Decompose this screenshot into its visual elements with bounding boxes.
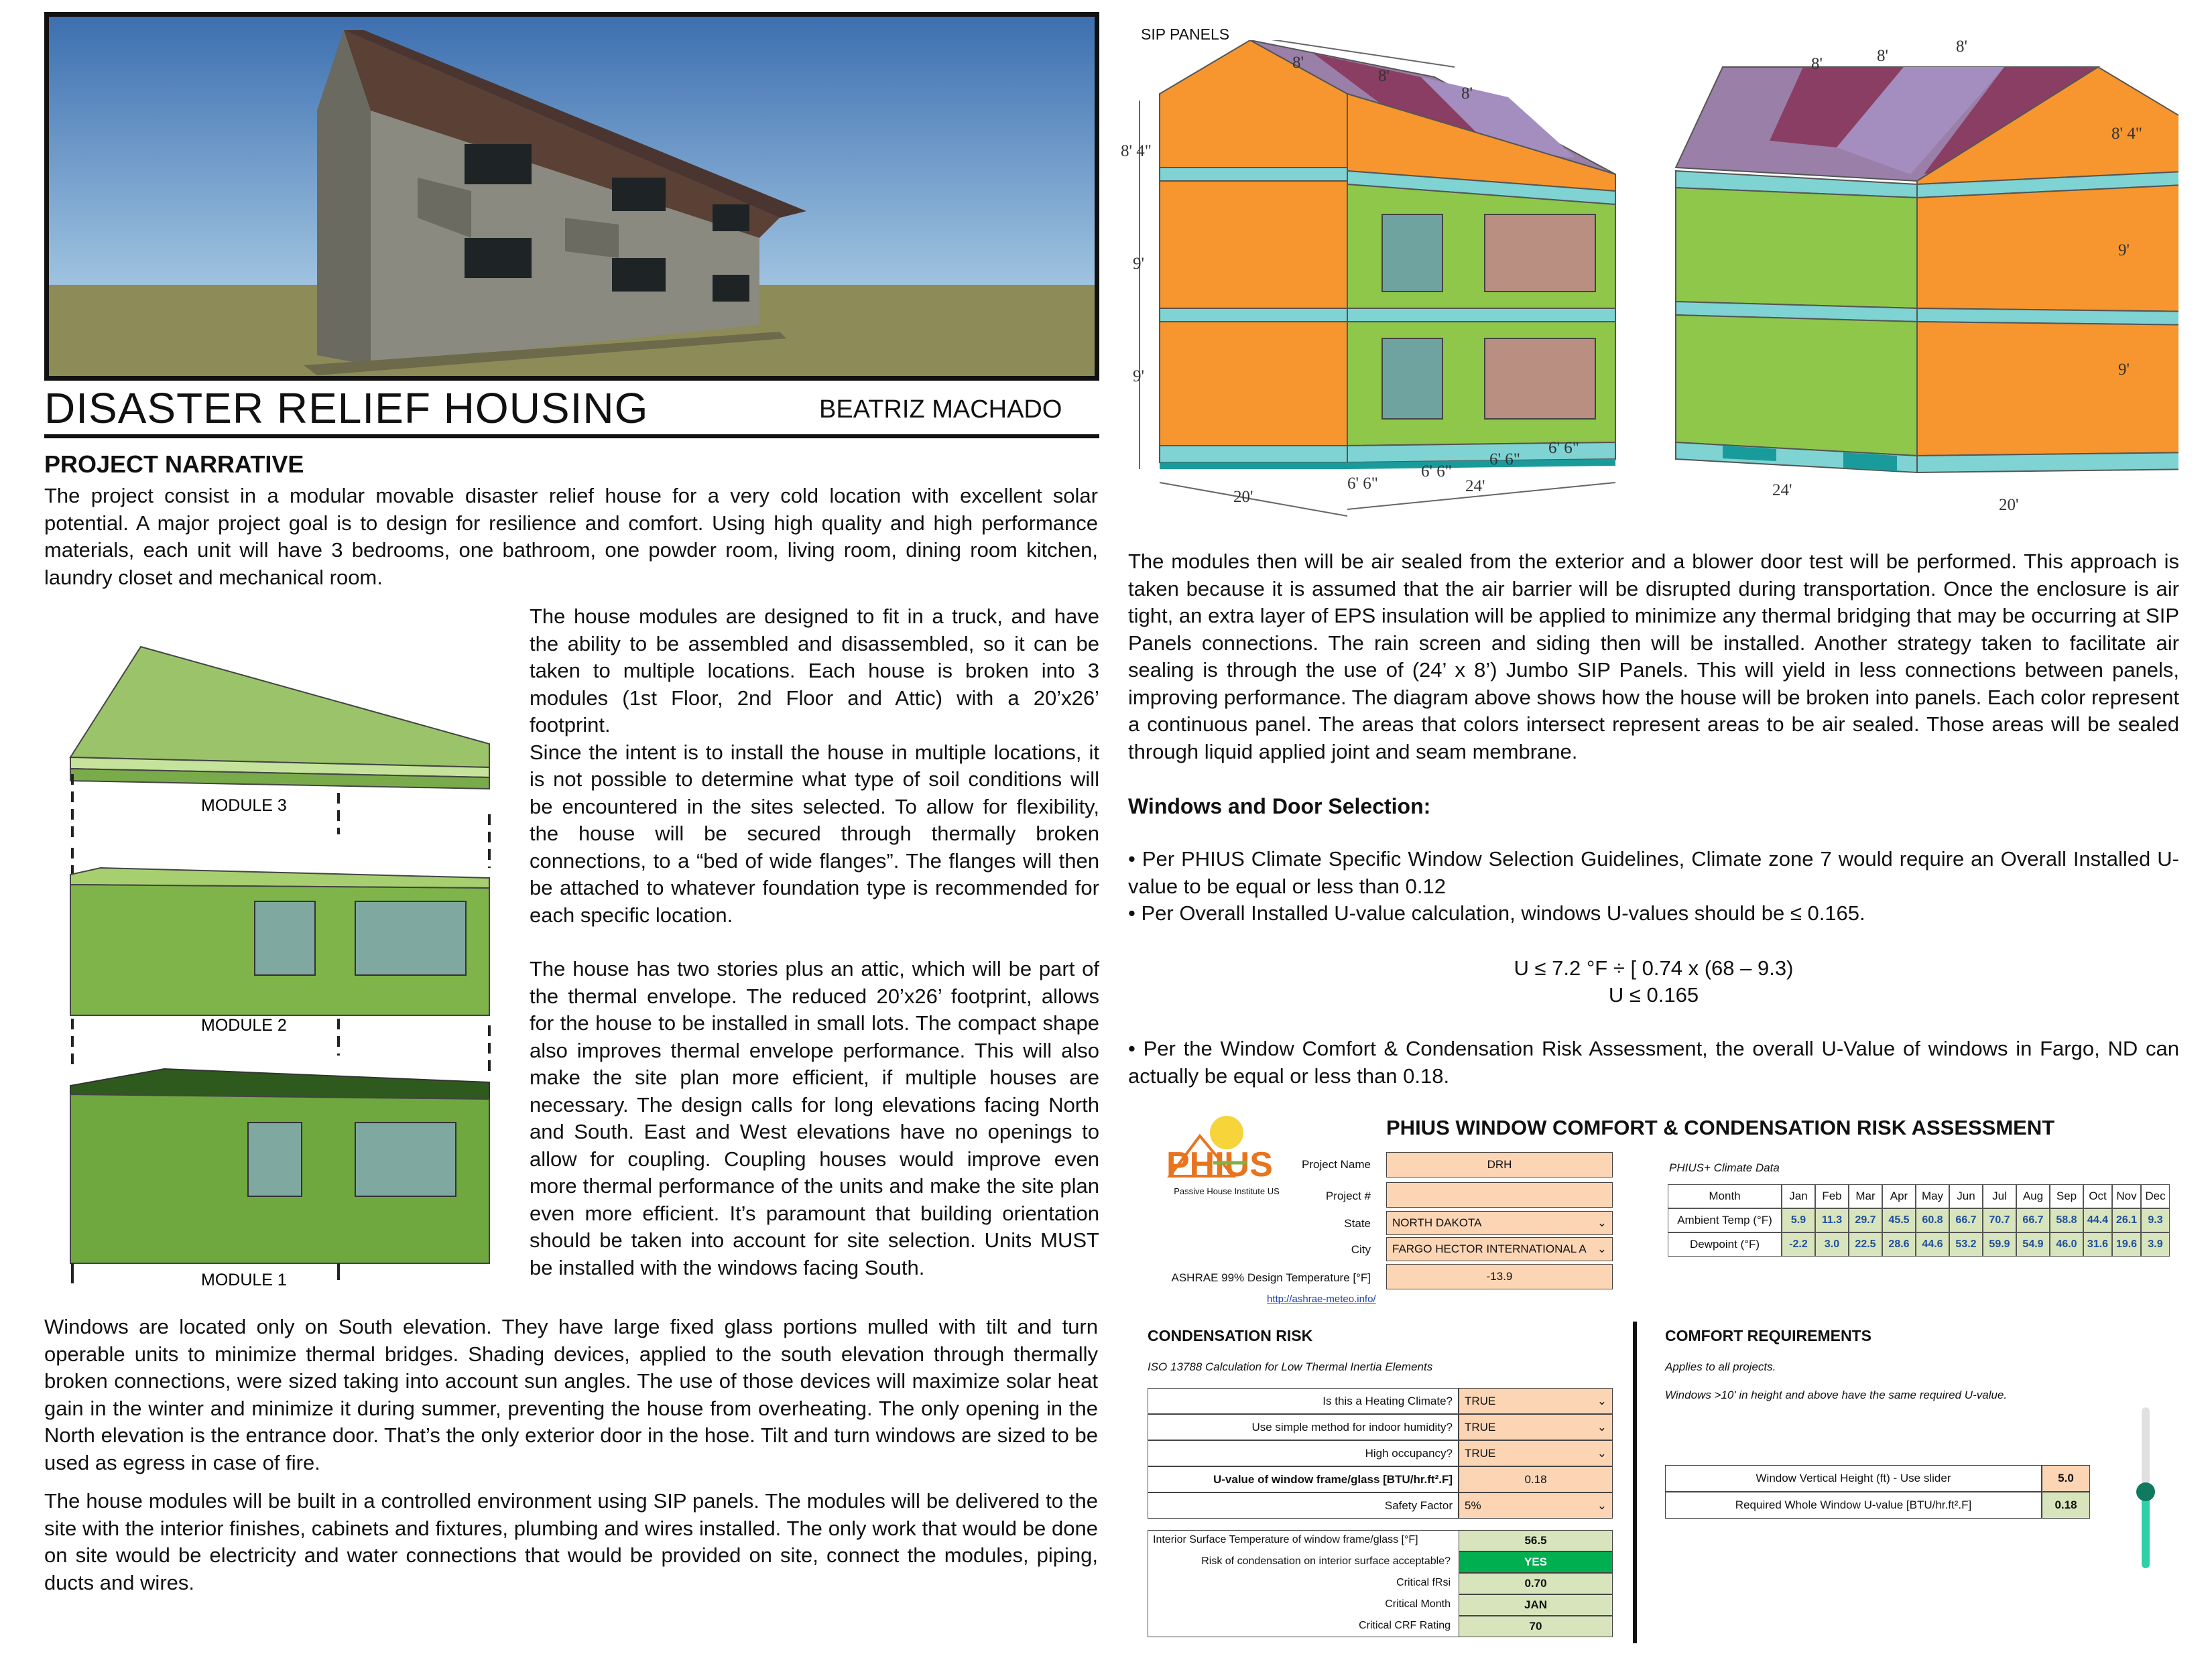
state-value: NORTH DAKOTA — [1392, 1216, 1482, 1229]
ambient-cell: 9.3 — [2141, 1208, 2170, 1232]
slider-fill — [2142, 1491, 2150, 1568]
comfort-heading: COMFORT REQUIREMENTS — [1665, 1327, 1871, 1344]
chevron-down-icon: ⌄ — [1597, 1446, 1607, 1460]
modules-diagram — [60, 640, 503, 1290]
modules-text — [530, 603, 1099, 1281]
ambient-cell: 70.7 — [1983, 1208, 2016, 1232]
city-label: City — [1351, 1243, 1371, 1256]
month-cell: Nov — [2112, 1184, 2141, 1208]
month-cell: Dec — [2141, 1184, 2170, 1208]
ambient-cell: 44.4 — [2083, 1208, 2112, 1232]
month-cell: Mar — [1849, 1184, 1882, 1208]
dim-right-length: 24' — [1772, 481, 1792, 499]
dewpoint-cell: 54.9 — [2016, 1232, 2050, 1257]
condensation-row-select[interactable] — [1459, 1388, 1613, 1414]
condensation-row-label: Is this a Heating Climate? — [1148, 1388, 1459, 1414]
ambient-cell: 29.7 — [1849, 1208, 1882, 1232]
condensation-result-value: 70 — [1459, 1616, 1613, 1637]
month-cell: Jun — [1949, 1184, 1983, 1208]
ambient-cell: 5.9 — [1782, 1208, 1815, 1232]
dewpoint-cell: 53.2 — [1949, 1232, 1983, 1257]
city-value: FARGO HECTOR INTERNATIONAL A — [1392, 1243, 1587, 1255]
phius-title: PHIUS WINDOW COMFORT & CONDENSATION RISK ASSESSMENT — [1386, 1116, 2055, 1139]
condensation-row-label: U-value of window frame/glass [BTU/hr.ft².F] — [1148, 1466, 1459, 1492]
state-select[interactable] — [1386, 1211, 1613, 1235]
building-render-image — [49, 17, 1095, 376]
chevron-down-icon: ⌄ — [1597, 1243, 1607, 1255]
narrative-intro: The project consist in a modular movable disaster relief house for a very cold location with excellent solar potential. A major project goal is to design for resilience and comfort. Using high quality and high performance materials, each unit will have 3 bedrooms, one bathroom, one powder room, living room, dining room kitchen, laundry closet and mechanical room. — [44, 484, 1098, 589]
phius-logo-text: PHIUS — [1166, 1145, 1273, 1184]
month-cell: May — [1916, 1184, 1949, 1208]
ambient-cell: 45.5 — [1882, 1208, 1916, 1232]
u-formula-2: U ≤ 0.165 — [1608, 983, 1699, 1007]
dim-left-b-1: 6' 6" — [1347, 474, 1378, 493]
dim-left-top-1: 8' — [1292, 54, 1304, 72]
dewpoint-cell: 3.9 — [2141, 1232, 2170, 1257]
dim-right-h-1: 8' 4" — [2111, 125, 2142, 143]
required-u-value: 0.18 — [2042, 1492, 2090, 1519]
slider-thumb[interactable] — [2136, 1482, 2155, 1501]
dewpoint-header: Dewpoint (°F) — [1668, 1232, 1782, 1257]
window-bullet-3: • Per the Window Comfort & Condensation Risk Assessment, the overall U-Value of windows in Fargo, ND can actually be equal or less than 0.18. — [1128, 1037, 2179, 1088]
condensation-row-value: TRUE — [1465, 1446, 1496, 1460]
ambient-cell: 60.8 — [1916, 1208, 1949, 1232]
chevron-down-icon: ⌄ — [1597, 1216, 1607, 1229]
condensation-row-value: TRUE — [1465, 1420, 1496, 1434]
u-formula-1: U ≤ 7.2 °F ÷ [ 0.74 x (68 – 9.3) — [1514, 956, 1794, 980]
condensation-row-label: Safety Factor — [1148, 1492, 1459, 1519]
comfort-sub-2: Windows >10' in height and above have the same required U-value. — [1665, 1389, 2008, 1401]
dim-right-h-3: 9' — [2118, 361, 2130, 379]
chevron-down-icon: ⌄ — [1597, 1394, 1607, 1407]
windows-paragraph: Windows are located only on South elevation. They have large fixed glass portions mulled with tilt and turn operable units to minimize thermal bridges. Shading devices, applied to the south elevation through thermally broken connections, were sized taking into account sun angles. The use of those devices will maximize solar heat gain in the winter and minimize it during summer, preventing the house from overheating. The only opening in the North elevation is the entrance door. That’s the only exterior door in the hose. Tilt and turn windows are sized to be used as egress in case of fire. — [44, 1315, 1098, 1474]
sip-panels-diagram — [1133, 40, 2178, 523]
dewpoint-cell: 28.6 — [1882, 1232, 1916, 1257]
chevron-down-icon: ⌄ — [1597, 1499, 1607, 1512]
dim-left-length: 24' — [1465, 477, 1485, 495]
condensation-result-label: Critical CRF Rating — [1359, 1620, 1451, 1631]
condensation-row-label: Use simple method for indoor humidity? — [1148, 1414, 1459, 1440]
condensation-result-value: JAN — [1459, 1594, 1613, 1616]
sip-panels-label: SIP PANELS — [1141, 25, 1230, 43]
module-2-label: MODULE 2 — [201, 1016, 287, 1035]
ambient-header: Ambient Temp (°F) — [1668, 1208, 1782, 1232]
dewpoint-cell: 3.0 — [1815, 1232, 1849, 1257]
month-header: Month — [1668, 1184, 1782, 1208]
climate-data-title: PHIUS+ Climate Data — [1669, 1161, 1780, 1174]
condensation-result-value: 56.5 — [1459, 1530, 1613, 1551]
dim-right-top-2: 8' — [1877, 47, 1889, 65]
project-name-field[interactable]: DRH — [1386, 1152, 1613, 1177]
window-bullet-2: • Per Overall Installed U-value calculation, windows U-values should be ≤ 0.165. — [1128, 901, 1865, 925]
phius-logo-sub: Passive House Institute US — [1174, 1186, 1280, 1196]
required-u-label: Required Whole Window U-value [BTU/hr.ft².F] — [1665, 1492, 2042, 1519]
dim-left-b-2: 6' 6" — [1421, 462, 1452, 481]
condensation-row-select[interactable] — [1459, 1414, 1613, 1440]
module-1-floor — [70, 1069, 489, 1263]
dim-left-h-1: 8' 4" — [1121, 142, 1152, 160]
dim-right-depth: 20' — [1999, 496, 2019, 514]
dim-left-top-3: 8' — [1461, 84, 1473, 103]
comfort-sub-1: Applies to all projects. — [1665, 1360, 1776, 1373]
condensation-row-select[interactable] — [1459, 1466, 1613, 1492]
condensation-result-label: Risk of condensation on interior surface acceptable? — [1201, 1555, 1451, 1567]
condensation-row-select[interactable] — [1459, 1440, 1613, 1466]
dim-left-b-4: 6' 6" — [1548, 439, 1579, 457]
ashrae-value: -13.9 — [1386, 1264, 1613, 1289]
condensation-result-value: 0.70 — [1459, 1573, 1613, 1594]
condensation-result-value: YES — [1459, 1551, 1613, 1573]
modules-paragraph-3: The house has two stories plus an attic, which will be part of the thermal envelope. The reduced 20’x26’ footprint, allows for the house to be installed in small lots. The compact shape also improves thermal envelope performance. This will also make the site plan more efficient, if multiple houses are necessary. The design calls for long elevations facing North and South. East and West elevations have no openings to allow for coupling. Coupling houses would improve even more thermal performance of the units and make the site plan even more efficient. It’s paramount that building orientation should be taken into account for site selection. Units MUST be installed with the windows facing South. — [530, 957, 1099, 1279]
air-sealing-paragraph: The modules then will be air sealed from the exterior and a blower door test will be performed. This approach is taken because it is assumed that the air barrier will be disrupted during transportation. Once the enclosure is air tight, an extra layer of EPS insulation will be applied to minimize any thermal bridging that may be occurring at SIP Panels connections. The rain screen and siding then will be installed. Another strategy taken to facilitate air sealing is through the use of (24’ x 8’) Jumbo SIP Panels. This will yield in less connections between panels, improving performance. The diagram above shows how the house will be broken into panels. Each color represent a continuous panel. The areas that colors intersect represent areas to be air sealed. Those areas will be sealed through liquid applied joint and seam membrane. — [1128, 550, 2179, 763]
project-number-label: Project # — [1325, 1190, 1371, 1202]
condensation-row-value: TRUE — [1465, 1394, 1496, 1407]
ashrae-label: ASHRAE 99% Design Temperature [°F] — [1171, 1271, 1371, 1284]
state-label: State — [1344, 1217, 1371, 1230]
ambient-cell: 11.3 — [1815, 1208, 1849, 1232]
month-cell: Sep — [2050, 1184, 2083, 1208]
sip-paragraph: The house modules will be built in a controlled environment using SIP panels. The modules will be delivered to the site with the interior finishes, cabinets and fixtures, plumbing and wires installed. The only work that would be done on site would be electricity and water connections that would be provided on site, connect the modules, piping, ducts and wires. — [44, 1489, 1098, 1594]
month-cell: Feb — [1815, 1184, 1849, 1208]
author-name: BEATRIZ MACHADO — [819, 395, 1062, 424]
condensation-row-value: 0.18 — [1524, 1472, 1547, 1486]
ambient-cell: 26.1 — [2112, 1208, 2141, 1232]
month-cell: Apr — [1882, 1184, 1916, 1208]
condensation-row-value: 5% — [1465, 1499, 1481, 1512]
dim-left-b-3: 6' 6" — [1489, 450, 1520, 468]
dim-left-depth: 20' — [1233, 488, 1253, 506]
module-2-floor — [70, 868, 489, 1015]
condensation-heading: CONDENSATION RISK — [1148, 1327, 1313, 1344]
chevron-down-icon: ⌄ — [1597, 1420, 1607, 1434]
project-number-field[interactable] — [1386, 1182, 1613, 1208]
window-bullet-1: • Per PHIUS Climate Specific Window Selection Guidelines, Climate zone 7 would require an Overall Installed U-value to be equal or less than 0.12 — [1128, 847, 2179, 898]
city-select[interactable] — [1386, 1237, 1613, 1261]
dim-right-top-1: 8' — [1811, 55, 1823, 73]
dewpoint-cell: 31.6 — [2083, 1232, 2112, 1257]
dim-right-top-3: 8' — [1956, 38, 1968, 56]
dewpoint-cell: 59.9 — [1983, 1232, 2016, 1257]
dewpoint-cell: 22.5 — [1849, 1232, 1882, 1257]
condensation-row-select[interactable] — [1459, 1492, 1613, 1519]
dim-left-h-3: 9' — [1133, 367, 1145, 385]
module-1-label: MODULE 1 — [201, 1271, 287, 1289]
dewpoint-cell: -2.2 — [1782, 1232, 1815, 1257]
dim-right-h-2: 9' — [2118, 241, 2130, 259]
page-title: DISASTER RELIEF HOUSING — [44, 384, 649, 432]
module-3-label: MODULE 3 — [201, 796, 287, 815]
sip-left-elevation — [1140, 40, 1615, 516]
condensation-result-label: Critical Month — [1385, 1598, 1451, 1610]
dim-left-h-2: 9' — [1133, 255, 1145, 273]
window-height-label: Window Vertical Height (ft) - Use slider — [1665, 1465, 2042, 1492]
ambient-cell: 58.8 — [2050, 1208, 2083, 1232]
modules-paragraph-1: The house modules are designed to fit in a truck, and have the ability to be assembled and disassembled, so it can be taken to multiple locations. Each house is broken into 3 modules (1st Floor, 2nd Floor and Attic) with a 20’x26’ footprint. — [530, 604, 1099, 737]
window-height-slider[interactable] — [2142, 1407, 2150, 1568]
condensation-result-label: Interior Surface Temperature of window frame/glass [°F] — [1153, 1534, 1418, 1545]
ambient-cell: 66.7 — [2016, 1208, 2050, 1232]
ambient-cell: 66.7 — [1949, 1208, 1983, 1232]
condensation-row-label: High occupancy? — [1148, 1440, 1459, 1466]
month-cell: Aug — [2016, 1184, 2050, 1208]
windows-door-heading: Windows and Door Selection: — [1128, 794, 1431, 818]
dim-left-top-2: 8' — [1378, 67, 1390, 85]
month-cell: Oct — [2083, 1184, 2112, 1208]
title-rule — [44, 434, 1099, 438]
month-cell: Jan — [1782, 1184, 1815, 1208]
dewpoint-cell: 19.6 — [2112, 1232, 2141, 1257]
modules-paragraph-2: Since the intent is to install the house in multiple locations, it is not possible to determine what type of soil conditions will be encountered in the sites selected. To allow for flexibility, the house will be secured through thermally broken connections, to a “bed of wide flanges”. The flanges will then be attached to whatever foundation type is recommended for each specific location. — [530, 740, 1099, 927]
sip-right-elevation — [1676, 40, 2178, 472]
project-name-label: Project Name — [1302, 1158, 1371, 1171]
ashrae-link[interactable]: http://ashrae-meteo.info/ — [1267, 1293, 1376, 1305]
section-divider — [1633, 1322, 1637, 1643]
window-height-value[interactable]: 5.0 — [2042, 1465, 2090, 1492]
narrative-heading: PROJECT NARRATIVE — [44, 450, 304, 478]
condensation-result-label: Critical fRsi — [1396, 1577, 1451, 1588]
module-3-attic — [70, 647, 489, 789]
dewpoint-cell: 44.6 — [1916, 1232, 1949, 1257]
month-cell: Jul — [1983, 1184, 2016, 1208]
dewpoint-cell: 46.0 — [2050, 1232, 2083, 1257]
building-render — [44, 12, 1099, 381]
condensation-sub: ISO 13788 Calculation for Low Thermal Inertia Elements — [1148, 1360, 1433, 1373]
